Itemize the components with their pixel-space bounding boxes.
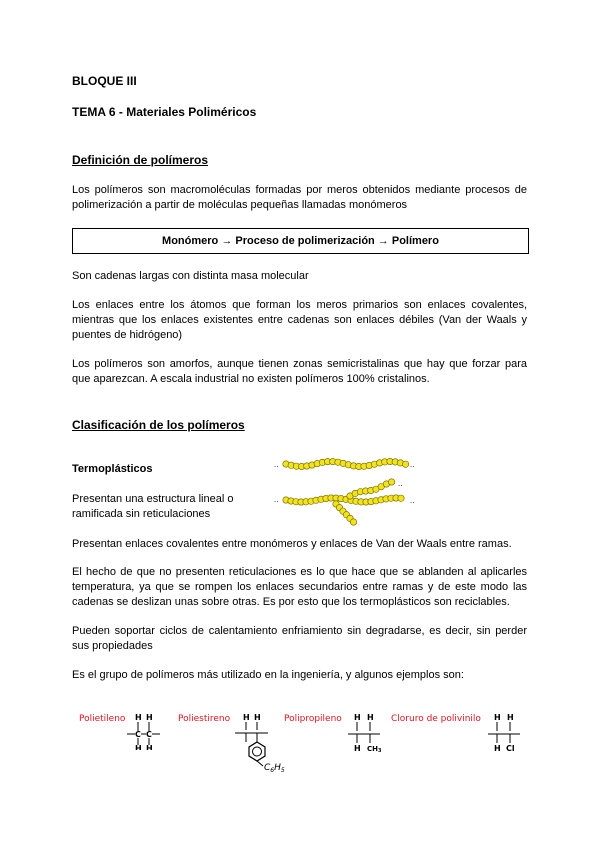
monomer-bead [350,519,356,525]
classification-paragraph-1: Presentan enlaces covalentes entre monómeros y enlaces de Van der Waals entre ramas. [72,538,512,550]
polymerization-box: Monómero → Proceso de polimerización → Polímero [72,228,529,254]
definition-paragraph-2: Son cadenas largas con distinta masa molecular [72,270,309,282]
chain-continuation: .. [410,461,415,469]
h-atom: H [146,713,153,722]
label-poliestireno: Poliestireno [178,714,231,724]
monomer-bead [398,495,404,501]
label-polietileno: Polietileno [79,714,126,724]
h-atom: H [494,713,501,722]
h-atom: H [367,713,374,722]
phenyl-formula: $C_6H_5$ [264,763,285,772]
label-polipropileno: Polipropileno [284,714,342,724]
classification-paragraph-3: Pueden soportar ciclos de calentamiento enfriamiento sin degradarse, es decir, sin perder sus propiedades [72,625,527,652]
definition-paragraph-3: Los enlaces entre los átomos que forman los meros primarios son enlaces covalentes, mientras que los enlaces existentes entre cadenas son enlaces débiles (Van der Waals y puentes de hidrógeno) [72,299,527,341]
thermoplastics-heading: Termoplásticos [72,463,153,475]
classification-paragraph-4: Es el grupo de polímeros más utilizado en la ingeniería, y algunos ejemplos son: [72,669,464,681]
methyl-group: CH3 [367,745,382,752]
structure-polietileno [124,710,164,750]
thermoplastics-description: Presentan una estructura lineal o ramificada sin reticulaciones [72,493,234,520]
h-atom: H [135,713,142,722]
chain-continuation: .. [274,496,279,504]
c-atom: C [146,730,152,739]
chain-continuation: .. [410,497,415,505]
h-atom: H [135,744,142,750]
c-atom: C [135,730,141,739]
classification-paragraph-2: El hecho de que no presenten reticulaciones es lo que hace que se ablanden al aplicarles temperatura, ya que se rompen los enlaces secundarios entre ramas y de este modo las cadenas se deslizan unas sobre otras. Es por esto que los termoplásticos son reciclables. [72,566,527,608]
monomer-bead [402,461,408,467]
structure-polipropileno [346,710,396,752]
chain-continuation: .. [274,461,279,469]
definition-paragraph-4: Los polímeros son amorfos, aunque tienen zonas semicristalinas que hay que forzar para que aparezcan. A escala industrial no existen polímeros 100% cristalinos. [72,358,527,385]
classification-heading: Clasificación de los polímeros [72,418,245,432]
chlorine-atom: Cl [506,744,515,752]
h-atom: H [507,713,514,722]
h-atom: H [254,713,261,722]
branched-chain [274,479,414,525]
h-atom: H [494,744,501,752]
label-pvc: Cloruro de polivinilo [391,714,481,724]
structure-poliestireno [232,710,302,772]
topic-title: TEMA 6 - Materiales Poliméricos [72,105,257,119]
h-atom: H [243,713,250,722]
monomer-bead [388,479,394,485]
chain-continuation: .. [398,480,403,488]
linear-chain [274,458,414,469]
structure-pvc [486,710,530,752]
polymer-chain-illustration [270,450,430,530]
h-atom: H [354,713,361,722]
block-title: BLOQUE III [72,74,137,88]
definition-heading: Definición de polímeros [72,153,209,167]
h-atom: H [146,744,153,750]
h-atom: H [354,744,361,752]
definition-paragraph-1: Los polímeros son macromoléculas formadas por meros obtenidos mediante procesos de polimerización a partir de moléculas pequeñas llamadas monómeros [72,184,527,211]
